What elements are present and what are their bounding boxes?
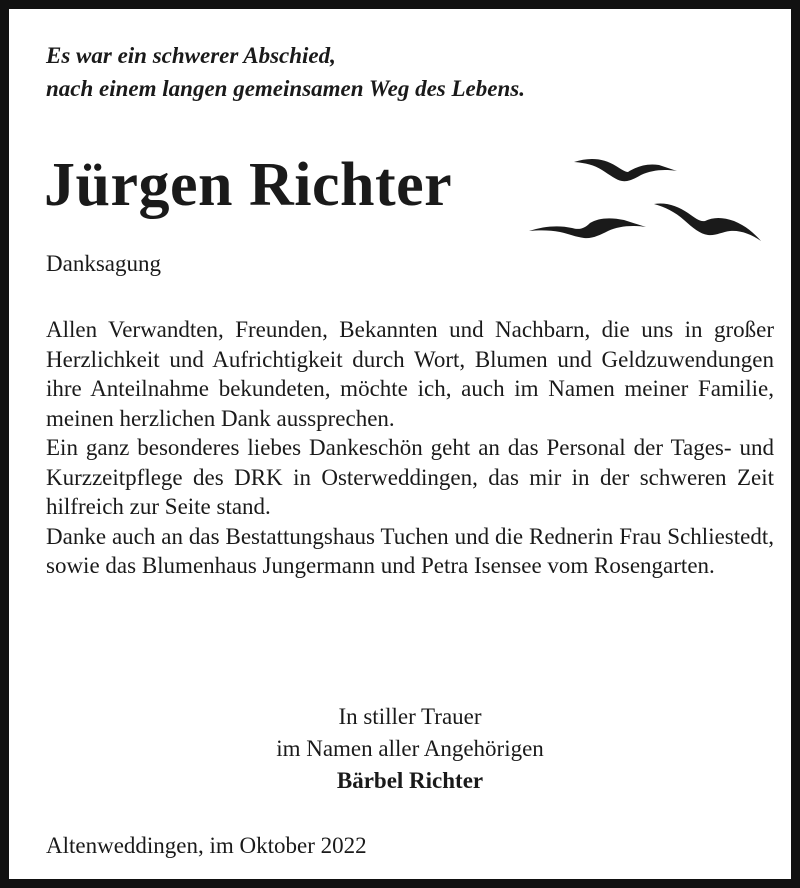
closing-line-2: im Namen aller Angehörigen [276, 736, 544, 761]
quote-line-1: Es war ein schwerer Abschied, [46, 43, 336, 68]
thanks-paragraph-1: Allen Verwandten, Freunden, Bekannten und Nachbarn, die uns in großer Herzlichkeit und Aufrichtigkeit durch Wort, Blumen und Geldzuwendungen ihre Anteilnahme bekundeten, möchte ich, auch im Namen meiner Familie, meinen herzlichen Dank aussprechen. [46, 317, 774, 431]
thanks-paragraph-3: Danke auch an das Bestattungshaus Tuchen und die Rednerin Frau Schliestedt, sowie das Blumenhaus Jungermann und Petra Isensee vom Rosengarten. [46, 523, 774, 578]
signer-name: Bärbel Richter [336, 768, 484, 793]
thanks-text [46, 315, 774, 581]
deceased-name: Jürgen Richter [44, 151, 453, 219]
closing-block [46, 701, 774, 797]
birds-icon [524, 149, 769, 249]
place-date: Altenweddingen, im Oktober 2022 [46, 833, 367, 858]
thanks-paragraph-2: Ein ganz besonderes liebes Dankeschön geht an das Personal der Tages- und Kurzzeitpflege des DRK in Osterweddingen, das mir in der schweren Zeit hilfreich zur Seite stand. [46, 435, 774, 519]
subtitle: Danksagung [46, 251, 161, 276]
closing-line-1: In stiller Trauer [338, 704, 482, 729]
quote-line-2: nach einem langen gemeinsamen Weg des Lebens. [46, 76, 525, 101]
memorial-quote [46, 39, 525, 105]
